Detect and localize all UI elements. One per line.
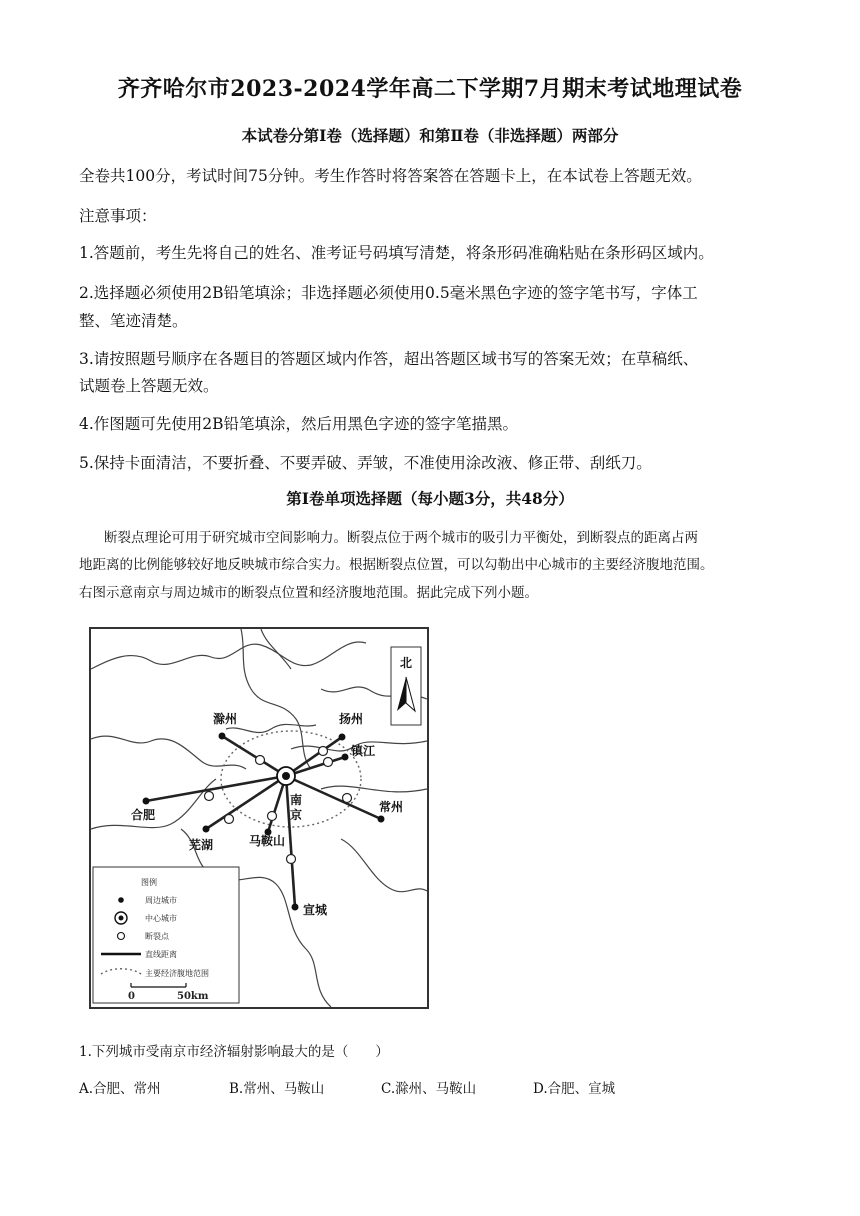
passage-line-1: 断裂点理论可用于研究城市空间影响力。断裂点位于两个城市的吸引力平衡处，到断裂点的距离占两: [104, 530, 698, 546]
notice-item-1: 1.答题前，考生先将自己的姓名、准考证号码填写清楚，将条形码准确粘贴在条形码区域内。: [79, 244, 714, 262]
north-arrow: [391, 647, 421, 725]
label-wuhu: 芜湖: [189, 838, 214, 852]
notice-heading: 注意事项：: [79, 207, 157, 225]
label-nanjing-1: 南: [290, 793, 303, 807]
label-zhenjiang: 镇江: [351, 744, 376, 758]
option-c[interactable]: C.滁州、马鞍山: [381, 1081, 477, 1097]
legend-peripheral-label: 周边城市: [145, 896, 177, 905]
label-hefei: 合肥: [131, 808, 156, 822]
notice-item-2a: 2.选择题必须使用2B铅笔填涂；非选择题必须使用0.5毫米黑色字迹的签字笔书写，字体工: [79, 284, 698, 302]
legend-center-label: 中心城市: [145, 914, 177, 923]
label-changzhou: 常州: [379, 800, 404, 814]
scale-distance: 50km: [177, 991, 209, 1002]
exam-subtitle: 本试卷分第Ⅰ卷（选择题）和第Ⅱ卷（非选择题）两部分: [241, 126, 619, 145]
label-chuzhou: 滁州: [213, 712, 238, 726]
notice-item-5: 5.保持卡面清洁，不要折叠、不要弄破、弄皱，不准使用涂改液、修正带、刮纸刀。: [79, 454, 652, 472]
center-city-nanjing: [277, 767, 295, 785]
exam-title: 齐齐哈尔市2023-2024学年高二下学期7月期末考试地理试卷: [117, 76, 743, 102]
label-yangzhou: 扬州: [339, 712, 364, 726]
intro-line: 全卷共100分，考试时间75分钟。考生作答时将答案答在答题卡上，在本试卷上答题无效。: [79, 167, 702, 185]
legend-break-label: 断裂点: [145, 932, 169, 941]
legend-title: 图例: [141, 878, 157, 887]
notice-item-3a: 3.请按照题号顺序在各题目的答题区域内作答，超出答题区域书写的答案无效；在草稿纸、: [79, 350, 699, 368]
passage-line-2: 地距离的比例能够较好地反映城市综合实力。根据断裂点位置，可以勾勒出中心城市的主要经济腹地范围。: [79, 557, 714, 573]
option-d[interactable]: D.合肥、宣城: [533, 1081, 616, 1097]
label-nanjing-2: 京: [290, 808, 303, 822]
option-a[interactable]: A.合肥、常州: [79, 1081, 161, 1097]
north-label: 北: [400, 656, 413, 670]
question-1-stem: 1.下列城市受南京市经济辐射影响最大的是（ ）: [79, 1044, 389, 1060]
legend-peripheral-icon: [118, 897, 124, 903]
option-b[interactable]: B.常州、马鞍山: [229, 1081, 325, 1097]
legend-break-icon: [118, 933, 125, 940]
legend-hinterland-label: 主要经济腹地范围: [145, 969, 209, 978]
legend-line-label: 直线距离: [145, 950, 177, 959]
notice-item-3b: 试题卷上答题无效。: [79, 377, 219, 395]
nanjing-break-point-map: [89, 627, 429, 1009]
notice-item-4: 4.作图题可先使用2B铅笔填涂，然后用黑色字迹的签字笔描黑。: [79, 415, 519, 433]
notice-item-2b: 整、笔迹清楚。: [79, 312, 188, 330]
map-legend: [93, 867, 239, 1003]
scale-zero: 0: [128, 991, 135, 1002]
section-heading: 第Ⅰ卷单项选择题（每小题3分，共48分）: [286, 489, 574, 508]
passage-line-3: 右图示意南京与周边城市的断裂点位置和经济腹地范围。据此完成下列小题。: [79, 585, 538, 601]
label-xuancheng: 宣城: [303, 903, 328, 917]
label-maanshan: 马鞍山: [249, 834, 286, 848]
